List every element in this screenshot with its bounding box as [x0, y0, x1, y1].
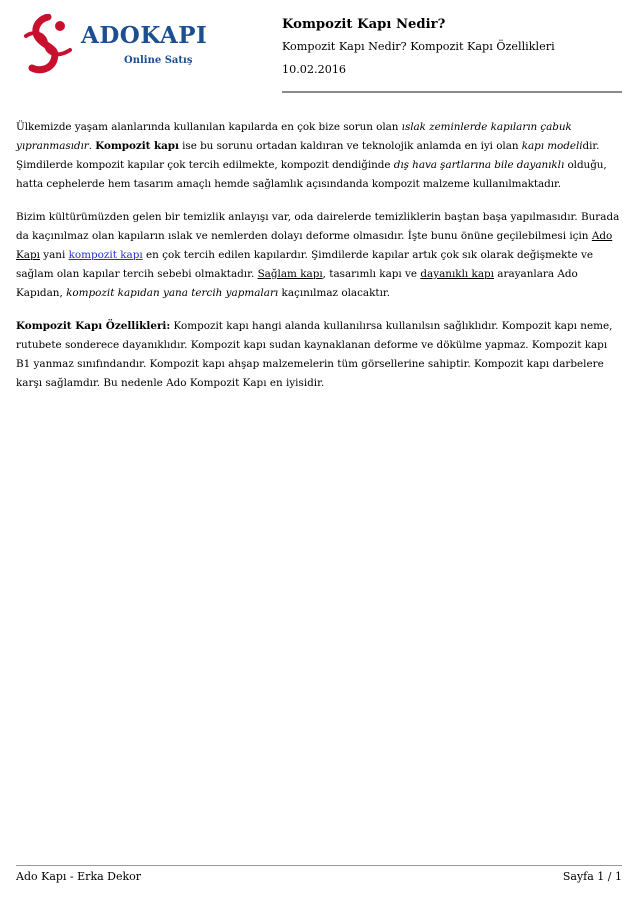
emphasis-kapi-modeli: kapı modeli [521, 140, 583, 152]
document-body [16, 118, 622, 407]
link-kompozit-kapi[interactable]: kompozit kapı [68, 249, 143, 261]
paragraph-features [16, 317, 622, 393]
document-title: Kompozit Kapı Nedir? [282, 17, 446, 32]
text-run: Bizim kültürümüzden gelen bir temizlik anlayışı var, oda dairelerde temizliklerin baştan başa yapılmasıdır. Burada da kaçınılmaz olan kapıların ıslak ve nemlerden dolayı deforme olmasıdır. İşte bunu önüne geçilebilmesi için [16, 211, 620, 242]
document-subtitle: Kompozit Kapı Nedir? Kompozit Kapı Özellikleri [282, 40, 555, 53]
text-run: kaçınılmaz olacaktır. [278, 287, 391, 299]
text-run: ise bu sorunu ortadan kaldıran ve teknolojik anlamda en iyi olan [178, 140, 522, 152]
text-run: dir. Şimdilerde kompozit kapılar çok tercih edilmekte, kompozit dendiğinde [16, 140, 600, 171]
document-header [0, 0, 638, 96]
emphasis-preference: kompozit kapıdan yana tercih yapmaları [66, 287, 279, 299]
emphasis-wet-floors: ıslak zeminlerde kapıların çabuk yıpranmasıdır [16, 121, 572, 152]
ado-swirl-logo-icon [18, 14, 78, 74]
header-meta [282, 16, 622, 78]
text-run: olduğu, hatta cephelerde hem tasarım amaçlı hemde sağlamlık açısındanda kompozit malzeme kullanılmaktadır. [16, 159, 607, 190]
page-number: Sayfa 1 / 1 [562, 870, 622, 883]
link-saglam-kapi[interactable]: Sağlam kapı [257, 268, 323, 280]
text-run: en çok tercih edilen kapılardır. Şimdilerde kapılar artık çok sık olarak değişmekte ve sağlam olan kapılar tercih sebebi olmaktadır. [16, 249, 594, 280]
features-heading: Kompozit Kapı Özellikleri: [16, 320, 171, 332]
footer-source: Ado Kapı - Erka Dekor [16, 870, 142, 883]
brand-logo [18, 14, 233, 74]
link-ado-kapi[interactable]: Ado Kapı [16, 230, 613, 261]
brand-name: ADOKAPI [81, 22, 208, 49]
brand-tagline: Online Satış [124, 55, 193, 66]
document-date: 10.02.2016 [282, 63, 347, 76]
text-run: yani [39, 249, 69, 261]
text-run: . [88, 140, 96, 152]
emphasis-weather-resistant: dış hava şartlarına bile dayanıklı [393, 159, 565, 171]
text-run: arayanlara Ado Kapıdan, [16, 268, 578, 299]
footer-divider [16, 865, 622, 866]
paragraph-intro [16, 118, 622, 194]
header-divider [282, 91, 622, 93]
text-run: Ülkemizde yaşam alanlarında kullanılan kapılarda en çok bize sorun olan [16, 121, 402, 133]
paragraph-culture [16, 208, 622, 303]
text-run: Kompozit kapı hangi alanda kullanılırsa kullanılsın sağlıklıdır. Kompozit kapı neme, rutubete sonderece dayanıklıdır. Kompozit kapı sudan kaynaklanan deforme ve dökülme yapmaz. Kompozit kapı B1 yanmaz sınıfındandır. Kompozit kapı ahşap malzemelerin tüm görsellerine sahiptir. Kompozit kapı darbelere karşı sağlamdır. Bu nedenle Ado Kompozit Kapı en iyisidir. [16, 320, 613, 389]
text-run: , tasarımlı kapı ve [322, 268, 421, 280]
bold-kompozit-kapi: Kompozit kapı [95, 140, 179, 152]
link-dayanikli-kapi[interactable]: dayanıklı kapı [420, 268, 494, 280]
